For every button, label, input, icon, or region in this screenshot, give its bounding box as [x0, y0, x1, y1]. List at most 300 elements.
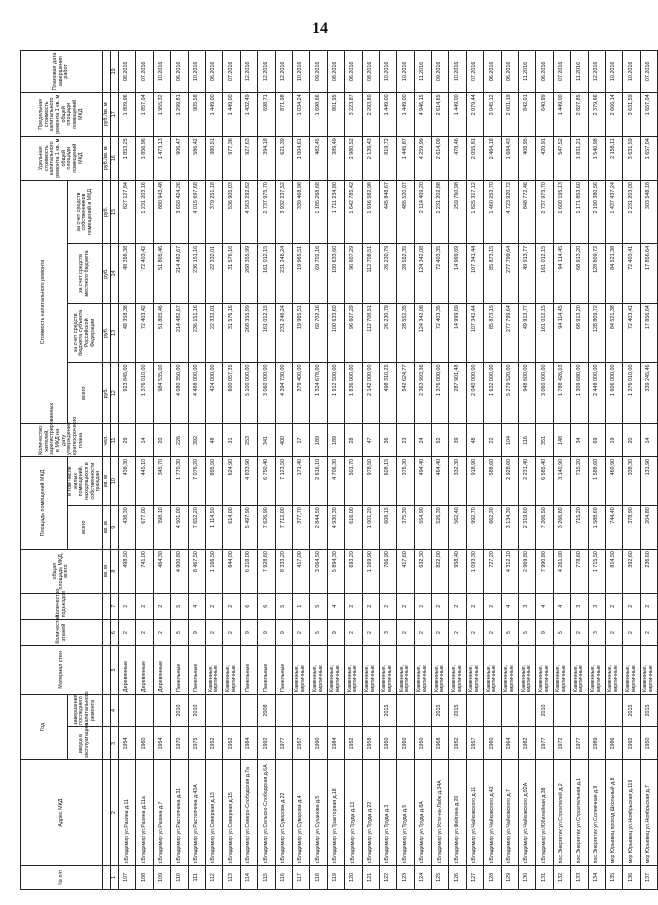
- table-cell: г.Владимир ул.Труда д.3: [379, 760, 396, 865]
- table-cell: 1977: [571, 727, 588, 760]
- col-wall-material-header: Материал стен: [21, 646, 103, 694]
- table-cell: 2 928,60: [501, 457, 518, 505]
- table-cell: 189: [327, 424, 344, 457]
- table-cell: 3 060 000,00: [536, 362, 553, 423]
- table-cell: 1 632 000,00: [484, 362, 501, 423]
- table-cell: г.Владимир ул.Труда д.8А: [414, 760, 431, 865]
- table-cell: 06.2016: [171, 51, 188, 93]
- table-cell: 06.2016: [484, 51, 501, 93]
- col-residents-header: Количество жителей, зарегистрированных в МКД на дату утверждения краткосрочного плана: [21, 424, 103, 457]
- table-cell: 4 723 920,72: [501, 180, 518, 244]
- table-cell: 586,42: [188, 136, 205, 180]
- table-cell: 2: [449, 593, 466, 619]
- table-cell: г.Владимир ул.Северная д.13: [205, 760, 222, 865]
- table-cell: 08.2016: [119, 51, 136, 93]
- table-cell: 2 363 993,36: [414, 362, 431, 423]
- table-cell: 2: [571, 619, 588, 645]
- table-cell: 4 501,00: [171, 505, 188, 549]
- table-cell: 1 432,49: [240, 92, 257, 136]
- table-cell: г.Владимир ул.Северная д.15: [223, 760, 240, 865]
- table-cell: 69 702,16: [310, 244, 327, 303]
- table-cell: 51 805,46: [153, 303, 170, 362]
- table-cell: 2: [362, 619, 379, 645]
- table-cell: 84 521,38: [605, 244, 622, 303]
- table-row: [327, 51, 344, 890]
- table-cell: 29: [119, 424, 136, 457]
- unit-cell: руб.: [103, 180, 111, 244]
- table-cell: 445,10: [136, 457, 153, 505]
- table-cell: 214 482,67: [171, 303, 188, 362]
- table-cell: 131: [536, 865, 553, 889]
- table-cell: 1 166,50: [205, 549, 222, 593]
- table-cell: 31 576,16: [223, 303, 240, 362]
- table-cell: 48: [205, 424, 222, 457]
- column-number-cell: 4: [111, 694, 119, 727]
- table-cell: [205, 694, 222, 727]
- table-cell: 1977: [536, 727, 553, 760]
- table-cell: 9: [188, 619, 205, 645]
- table-cell: 2: [205, 619, 222, 645]
- table-cell: 10.2016: [379, 51, 396, 93]
- table-row: [205, 51, 222, 890]
- table-cell: 6 585,40: [536, 457, 553, 505]
- table-cell: 39: [449, 424, 466, 457]
- table-cell: 2 737 975,70: [258, 180, 275, 244]
- table-cell: 11.2016: [414, 51, 431, 93]
- table-cell: Каменные, кирпичные: [205, 646, 222, 694]
- table-cell: г.Владимир ул.Суханова д.5: [310, 760, 327, 865]
- table-cell: 115: [258, 865, 275, 889]
- column-number-cell: 15: [111, 180, 119, 244]
- table-cell: 47: [362, 424, 379, 457]
- table-cell: 1 715,50: [588, 549, 605, 593]
- table-cell: 10.2016: [292, 51, 309, 93]
- table-cell: 814,50: [605, 549, 622, 593]
- table-cell: 1: [292, 593, 309, 619]
- table-cell: [466, 694, 483, 727]
- table-cell: 2: [136, 619, 153, 645]
- col-num-header: № п/п: [21, 865, 103, 889]
- table-cell: 992,70: [466, 505, 483, 549]
- table-cell: 1 449,00: [379, 92, 396, 136]
- table-cell: 1950: [397, 727, 414, 760]
- col-cost-total-header: всего: [68, 362, 103, 423]
- column-number-cell: 5: [111, 646, 119, 694]
- table-cell: 108: [136, 865, 153, 889]
- table-cell: [362, 694, 379, 727]
- table-row: [345, 51, 362, 890]
- table-cell: 148: [553, 424, 570, 457]
- table-cell: 3 266,80: [553, 505, 570, 549]
- table-cell: 6 750,40: [258, 457, 275, 505]
- table-cell: 236 151,16: [188, 303, 205, 362]
- table-cell: 7 626,90: [258, 505, 275, 549]
- table-cell: 1 309 680,00: [571, 362, 588, 423]
- table-cell: 4: [188, 593, 205, 619]
- table-cell: 49 913,77: [519, 244, 536, 303]
- table-cell: 4 488 000,00: [188, 362, 205, 423]
- table-cell: 2: [414, 593, 431, 619]
- table-row: [484, 51, 501, 890]
- table-cell: 1 955,32: [153, 92, 170, 136]
- table-cell: 918,90: [466, 457, 483, 505]
- table-cell: Панельные: [258, 646, 275, 694]
- table-cell: 72 403,41: [623, 244, 640, 303]
- table-cell: 231 246,24: [275, 244, 292, 303]
- table-cell: 778,60: [571, 549, 588, 593]
- table-cell: Панельные: [171, 646, 188, 694]
- table-cell: 84 521,38: [605, 303, 622, 362]
- table-cell: 2 980,52: [345, 136, 362, 180]
- table-cell: 2: [119, 619, 136, 645]
- table-cell: 2: [345, 593, 362, 619]
- table-cell: 2 614,09: [432, 136, 449, 180]
- table-cell: 2015: [640, 694, 657, 727]
- table-cell: 161 012,15: [536, 303, 553, 362]
- table-cell: 120: [345, 865, 362, 889]
- table-cell: 1 770,30: [171, 457, 188, 505]
- table-row: [623, 51, 640, 890]
- table-cell: 2 737 975,70: [536, 180, 553, 244]
- table-cell: 715,20: [571, 505, 588, 549]
- table-cell: 1 809,96: [119, 92, 136, 136]
- unit-cell: чел.: [103, 424, 111, 457]
- table-cell: 2: [623, 619, 640, 645]
- table-cell: 5 497,90: [240, 505, 257, 549]
- table-cell: 17 856,64: [640, 244, 657, 303]
- table-cell: 214 482,67: [171, 244, 188, 303]
- table-cell: Деревянные: [119, 646, 136, 694]
- table-cell: Каменные, кирпичные: [449, 646, 466, 694]
- table-cell: 277 799,64: [501, 303, 518, 362]
- table-cell: 345,70: [153, 457, 170, 505]
- table-cell: г.Владимир ул.Суворова д.4: [292, 760, 309, 865]
- table-cell: 1 445,87: [397, 136, 414, 180]
- table-cell: 10.2016: [397, 51, 414, 93]
- table-cell: мкр Юрьевец ул.Ноябрьская д.7: [640, 760, 657, 865]
- table-cell: 28 552,35: [397, 244, 414, 303]
- table-cell: 1950: [414, 727, 431, 760]
- table-cell: 109: [153, 865, 170, 889]
- table-cell: 22: [484, 424, 501, 457]
- table-cell: 2: [640, 593, 657, 619]
- table-cell: 880 943,48: [153, 180, 170, 244]
- table-cell: 36: [379, 424, 396, 457]
- table-cell: 2 190 380,56: [588, 180, 605, 244]
- table-cell: 1 324 678,00: [310, 362, 327, 423]
- table-cell: 1 460 253,70: [484, 180, 501, 244]
- table-cell: 3 631,59: [623, 92, 640, 136]
- table-cell: 12.2016: [258, 51, 275, 93]
- table-cell: 693,20: [345, 549, 362, 593]
- table-cell: [275, 694, 292, 727]
- table-cell: 4 259,99: [414, 136, 431, 180]
- table-cell: 923 845,00: [119, 362, 136, 423]
- table-cell: 389,49: [327, 136, 344, 180]
- table-cell: [553, 694, 570, 727]
- table-cell: 4: [536, 593, 553, 619]
- table-cell: 121: [362, 865, 379, 889]
- table-cell: 1 825 317,12: [466, 180, 483, 244]
- table-cell: 134: [588, 865, 605, 889]
- table-cell: 2: [397, 619, 414, 645]
- table-cell: 07.2016: [553, 51, 570, 93]
- table-cell: 94 114,45: [553, 303, 570, 362]
- table-cell: г.Владимир ул.Растопчина д.31: [171, 760, 188, 865]
- table-cell: 17: [292, 424, 309, 457]
- table-cell: 1 299,81: [171, 92, 188, 136]
- unit-cell: [103, 727, 111, 760]
- table-cell: 7 123,50: [275, 457, 292, 505]
- column-number-cell: 9: [111, 505, 119, 549]
- table-cell: 11.2016: [571, 51, 588, 93]
- table-cell: 253: [240, 424, 257, 457]
- table-cell: 126: [449, 865, 466, 889]
- table-cell: Каменные, кирпичные: [397, 646, 414, 694]
- table-row: [362, 51, 379, 890]
- table-cell: 1 853,25: [119, 136, 136, 180]
- table-cell: 1975: [188, 727, 205, 760]
- table-cell: 478,46: [449, 136, 466, 180]
- table-cell: 871,98: [275, 92, 292, 136]
- table-cell: 4 261,00: [553, 549, 570, 593]
- table-cell: 640,99: [536, 92, 553, 136]
- column-number-cell: 16: [111, 136, 119, 180]
- table-cell: 9: [327, 619, 344, 645]
- table-cell: Каменные, кирпичные: [362, 646, 379, 694]
- table-cell: 424 000,00: [205, 362, 222, 423]
- table-cell: 5: [171, 619, 188, 645]
- table-cell: мкр Юрьевец проезд Школьный д.8: [605, 760, 622, 865]
- table-cell: 3 064,50: [310, 549, 327, 593]
- table-cell: 5: [275, 593, 292, 619]
- table-cell: Каменные, кирпичные: [623, 646, 640, 694]
- table-cell: 616,00: [345, 505, 362, 549]
- table-cell: 100 633,60: [327, 303, 344, 362]
- table-cell: 06.2016: [501, 51, 518, 93]
- table-cell: 498,50: [119, 549, 136, 593]
- table-cell: 715,20: [571, 457, 588, 505]
- table-cell: 608,15: [379, 505, 396, 549]
- table-cell: 2: [640, 619, 657, 645]
- table-cell: 2015: [449, 694, 466, 727]
- table-cell: 137: [640, 865, 657, 889]
- table-cell: 375,30: [397, 457, 414, 505]
- table-cell: 127: [466, 865, 483, 889]
- table-cell: 1 231 202,88: [432, 180, 449, 244]
- table-cell: 14: [136, 424, 153, 457]
- table-cell: 1 588,60: [588, 505, 605, 549]
- table-cell: 2: [136, 593, 153, 619]
- table-cell: 2 040 000,00: [466, 362, 483, 423]
- table-cell: 2 969,80: [519, 549, 536, 593]
- table-cell: 1 473,13: [153, 136, 170, 180]
- table-cell: 3 631,59: [623, 136, 640, 180]
- table-cell: 111: [188, 865, 205, 889]
- table-cell: 445 848,67: [379, 180, 396, 244]
- table-cell: 118: [310, 865, 327, 889]
- table-cell: [153, 694, 170, 727]
- column-number-cell: 1: [111, 865, 119, 889]
- table-cell: 1 001,20: [362, 505, 379, 549]
- table-cell: 420,91: [536, 136, 553, 180]
- column-number-cell: 19: [111, 51, 119, 93]
- table-cell: 72 403,35: [432, 244, 449, 303]
- table-cell: 977,36: [223, 136, 240, 180]
- unit-cell: [103, 694, 111, 727]
- table-cell: 3: [588, 593, 605, 619]
- table-cell: 116: [519, 424, 536, 457]
- table-cell: 4: [553, 593, 570, 619]
- unit-cell: руб.: [103, 244, 111, 303]
- table-cell: 116: [275, 865, 292, 889]
- table-cell: Панельные: [188, 646, 205, 694]
- col-completion-date-header: Плановая дата завершения работ: [21, 51, 103, 93]
- unit-cell: [103, 646, 111, 694]
- table-row: [240, 51, 257, 890]
- table-cell: 1 606 000,00: [605, 362, 622, 423]
- table-cell: 28 552,35: [397, 303, 414, 362]
- column-number-cell: 17: [111, 92, 119, 136]
- table-row: [605, 51, 622, 890]
- table-cell: 1984: [240, 727, 257, 760]
- table-cell: 124: [414, 865, 431, 889]
- table-cell: 1 093,30: [466, 549, 483, 593]
- table-cell: 621,39: [275, 136, 292, 180]
- table-cell: 161 012,15: [258, 244, 275, 303]
- table-cell: 08.2016: [327, 51, 344, 93]
- table-cell: 339 468,98: [292, 180, 309, 244]
- table-cell: 1 698,66: [310, 92, 327, 136]
- table-cell: Панельные: [275, 646, 292, 694]
- unit-cell: кв. м: [103, 549, 111, 593]
- table-cell: 485 520,07: [397, 180, 414, 244]
- table-cell: [136, 694, 153, 727]
- table-cell: 1 449,00: [205, 92, 222, 136]
- table-cell: 417,00: [292, 549, 309, 593]
- table-cell: 624,90: [223, 457, 240, 505]
- table-cell: Каменные, кирпичные: [345, 646, 362, 694]
- table-cell: 119: [327, 865, 344, 889]
- table-cell: 06.2016: [345, 51, 362, 93]
- col-specific-cost-header: Удельная стоимость капитального ремонта 1 кв. м общей площади помещений МКД: [21, 136, 103, 180]
- table-cell: 380,51: [205, 136, 222, 180]
- table-cell: 125: [432, 865, 449, 889]
- unit-cell: кв. м: [103, 505, 111, 549]
- table-cell: 17 856,64: [640, 303, 657, 362]
- table-cell: 1989: [588, 727, 605, 760]
- table-cell: 2 114 409,20: [414, 180, 431, 244]
- table-cell: 741,00: [136, 549, 153, 593]
- table-cell: 3 223,87: [345, 92, 362, 136]
- table-cell: 632,30: [414, 549, 431, 593]
- table-cell: 1972: [553, 727, 570, 760]
- table-cell: 1952: [223, 727, 240, 760]
- table-cell: 1 231 203,16: [136, 180, 153, 244]
- table-cell: 3 650 424,26: [171, 180, 188, 244]
- table-cell: 379 251,18: [205, 180, 222, 244]
- table-cell: 96 607,29: [345, 303, 362, 362]
- column-number-cell: 11: [111, 424, 119, 457]
- table-cell: Каменные, кирпичные: [327, 646, 344, 694]
- table-cell: 542 624,77: [397, 362, 414, 423]
- unit-cell: руб./кв. м: [103, 136, 111, 180]
- table-cell: 107 341,44: [466, 244, 483, 303]
- table-row: [379, 51, 396, 890]
- table-cell: г.Владимир ул.Суворова д.22: [275, 760, 292, 865]
- col-premises-residential-header: в том числе жилых помещений, находящихся в собственности граждан: [68, 457, 103, 505]
- table-cell: г.Владимир ул.Разина д.7: [153, 760, 170, 865]
- table-cell: 5 894,30: [327, 549, 344, 593]
- table-cell: 3: [571, 593, 588, 619]
- table-cell: 906,47: [171, 136, 188, 180]
- table-cell: 12.2016: [588, 51, 605, 93]
- table-row: [640, 51, 657, 890]
- table-cell: 06.2016: [205, 51, 222, 93]
- col-cost-federal-header: за счет средств бюджета субъекта Российской Федерации: [68, 303, 103, 362]
- table-cell: 2 293,80: [362, 92, 379, 136]
- table-cell: 392: [188, 424, 205, 457]
- table-cell: 1 831,21: [571, 136, 588, 180]
- table-cell: 07.2016: [223, 51, 240, 93]
- table-cell: 20: [153, 424, 170, 457]
- table-cell: 392,60: [623, 549, 640, 593]
- table-cell: 5: [501, 619, 518, 645]
- table-body: [119, 51, 658, 890]
- table-row: [397, 51, 414, 890]
- table-cell: 526,30: [432, 505, 449, 549]
- table-cell: Деревянные: [153, 646, 170, 694]
- table-cell: 72 403,41: [623, 303, 640, 362]
- table-cell: Каменные, кирпичные: [414, 646, 431, 694]
- table-cell: 72 403,35: [432, 303, 449, 362]
- table-cell: 1952: [345, 727, 362, 760]
- table-cell: [240, 694, 257, 727]
- table-cell: 69: [588, 424, 605, 457]
- table-cell: г.Владимир ул.Труда д.13: [345, 760, 362, 865]
- table-cell: 236 151,16: [188, 244, 205, 303]
- table-cell: 501,70: [345, 457, 362, 505]
- table-cell: 6: [258, 593, 275, 619]
- table-cell: 2: [605, 619, 622, 645]
- table-cell: 100 633,60: [327, 244, 344, 303]
- table-cell: 5: [310, 593, 327, 619]
- unit-cell: [103, 593, 111, 619]
- table-cell: 2 616,10: [310, 457, 327, 505]
- table-cell: 978,50: [362, 457, 379, 505]
- table-cell: 277 799,64: [501, 244, 518, 303]
- table-row: [258, 51, 275, 890]
- table-cell: 287 901,48: [449, 362, 466, 423]
- table-cell: 1 449,00: [397, 92, 414, 136]
- table-cell: [588, 694, 605, 727]
- unit-cell: руб./кв. м: [103, 92, 111, 136]
- table-row: [432, 51, 449, 890]
- table-cell: 7 928,60: [258, 549, 275, 593]
- table-cell: 677,00: [136, 505, 153, 549]
- col-cost-local-header: за счет средств местного бюджета: [68, 244, 103, 303]
- table-row: [119, 51, 136, 890]
- table-row: [153, 51, 170, 890]
- table-cell: 48: [466, 424, 483, 457]
- col-year-repair-header: завершения последнего капитального ремонта: [68, 694, 103, 727]
- table-cell: 958,40: [449, 549, 466, 593]
- table-row: [571, 51, 588, 890]
- table-header: [21, 51, 119, 890]
- table-row: [466, 51, 483, 890]
- table-cell: 1968: [432, 727, 449, 760]
- col-max-cost-header: Предельная стоимость капитального ремонта 1 кв. м общей площади помещений МКД: [21, 92, 103, 136]
